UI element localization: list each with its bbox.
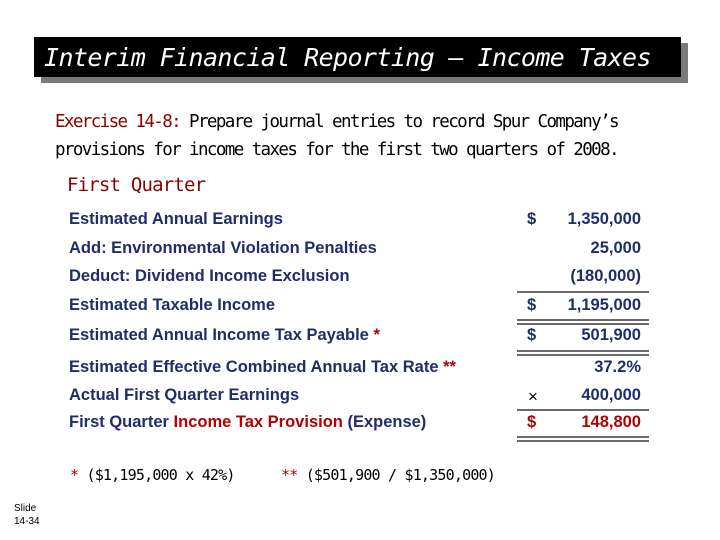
- exercise-label: Exercise 14-8:: [55, 112, 181, 132]
- row-amount: 25,000: [590, 239, 641, 257]
- footnote-2: [281, 466, 495, 484]
- row-label: Deduct: Dividend Income Exclusion: [69, 267, 350, 285]
- row-amount: 148,800: [581, 413, 641, 431]
- row-label: [69, 358, 456, 377]
- double-rule-top: [517, 436, 649, 438]
- row-label-text: Estimated Effective Combined Annual Tax Rate: [69, 358, 439, 376]
- table-row: [0, 358, 720, 385]
- multiply-operator: ×: [528, 387, 538, 406]
- dollar-sign: $: [527, 296, 537, 314]
- dollar-sign: $: [527, 210, 537, 228]
- row-label-pre: First Quarter: [69, 413, 174, 431]
- dollar-sign: $: [527, 326, 537, 344]
- row-amount: 1,195,000: [567, 296, 641, 314]
- row-label: Estimated Annual Earnings: [69, 210, 283, 228]
- row-label: [69, 413, 426, 432]
- section-title: First Quarter: [67, 174, 206, 196]
- title-bar: [34, 37, 681, 77]
- exercise-intro: [55, 108, 695, 164]
- double-rule-bottom: [517, 440, 649, 442]
- table-row: [0, 267, 720, 294]
- slide-number-value: 14-34: [14, 516, 40, 527]
- footnote-marker: **: [443, 358, 456, 376]
- row-label: [69, 326, 380, 345]
- footnote-marker: **: [281, 466, 298, 484]
- row-amount: 37.2%: [594, 358, 641, 376]
- table-row: [0, 210, 720, 237]
- footnote-marker: *: [373, 326, 380, 344]
- row-label: Estimated Taxable Income: [69, 296, 276, 314]
- exercise-text: Prepare journal entries to record Spur Company’s provisions for income taxes for the first two quarters of 2008.: [55, 112, 618, 160]
- subtotal-rule: [517, 409, 649, 411]
- slide-number: [14, 502, 40, 528]
- footnote-text: ($501,900 / $1,350,000): [305, 466, 496, 484]
- double-rule-top: [517, 319, 649, 321]
- row-label: Add: Environmental Violation Penalties: [69, 239, 377, 257]
- footnote-marker: *: [70, 466, 79, 484]
- row-label-highlight: Income Tax Provision: [173, 413, 343, 431]
- row-label-text: Estimated Annual Income Tax Payable: [69, 326, 369, 344]
- row-amount: (180,000): [570, 267, 641, 285]
- slide-label: Slide: [14, 503, 37, 514]
- subtotal-rule: [517, 291, 649, 293]
- table-row: [0, 326, 720, 353]
- row-amount: 1,350,000: [567, 210, 641, 228]
- double-rule-bottom: [517, 323, 649, 325]
- dollar-sign: $: [527, 413, 537, 431]
- page-title: Interim Financial Reporting – Income Taxes: [44, 42, 651, 72]
- row-label-post: (Expense): [342, 413, 427, 431]
- row-amount: 400,000: [581, 386, 641, 404]
- row-amount: 501,900: [581, 326, 641, 344]
- table-row: [0, 239, 720, 266]
- footnote-text: ($1,195,000 x 42%): [86, 466, 235, 484]
- double-rule-bottom: [517, 354, 649, 356]
- double-rule-top: [517, 350, 649, 352]
- footnote-1: [70, 466, 235, 484]
- row-label: Actual First Quarter Earnings: [69, 386, 300, 404]
